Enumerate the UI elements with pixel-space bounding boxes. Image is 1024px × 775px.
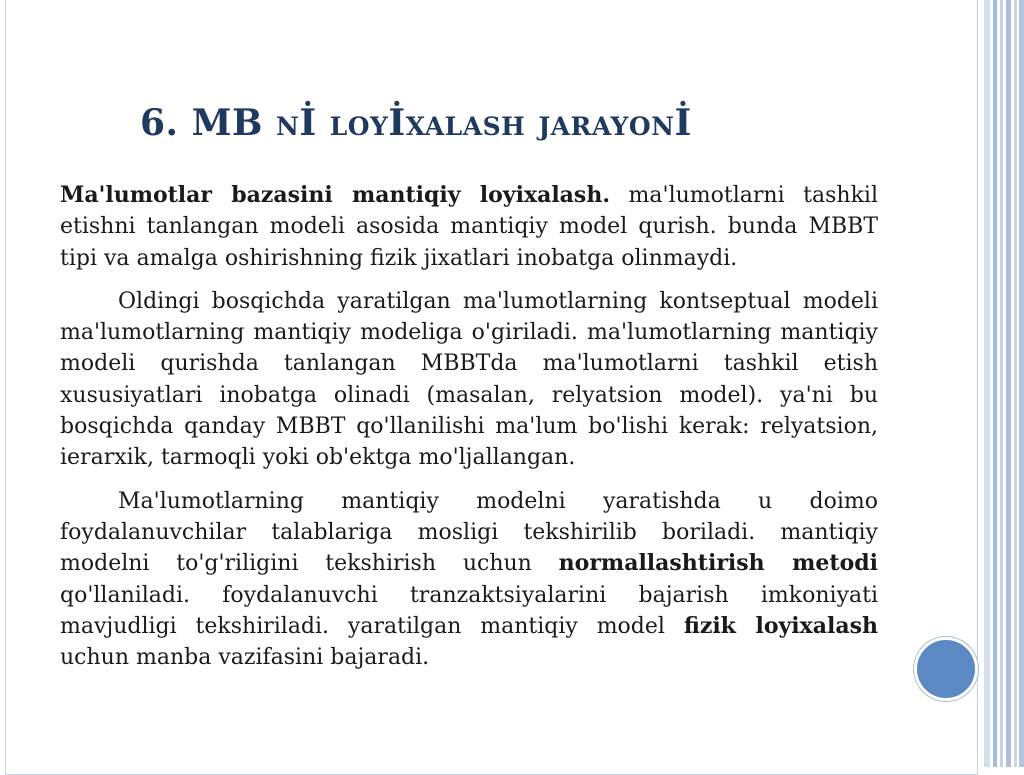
paragraph-1-lead: Ma'lumotlar bazasini mantiqiy loyixalash. <box>60 182 610 208</box>
stripe <box>1000 0 1003 767</box>
slide-body <box>60 180 878 685</box>
paragraph-3-bold-2: fizik loyixalash <box>683 612 878 639</box>
paragraph-3-text-2: qo'llaniladi. foydalanuvchi tranzaktsiyalarini bajarish imkoniyati mavjudligi tekshiriladi. yaratilgan mantiqiy model <box>60 582 878 639</box>
paragraph-3 <box>60 486 878 674</box>
decorative-circle <box>914 637 978 701</box>
slide-title <box>140 102 900 144</box>
paragraph-3-text-3: uchun manba vazifasini bajaradi. <box>60 645 430 671</box>
title-abbr: MB <box>191 102 263 144</box>
stripe <box>984 0 990 767</box>
title-number: 6. <box>140 102 179 144</box>
title-rest: nİ loyİxalash jarayonİ <box>275 102 692 144</box>
paragraph-2-text: Oldingi bosqichda yaratilgan ma'lumotlarning kontseptual modeli ma'lumotlarning mantiqiy modeliga o'giriladi. ma'lumotlarning mantiqiy modeli qurishda tanlangan MBBTda ma'lumotlarni tashkil etish xususiyatlari inobatga olinadi (masalan, relyatsion model). ya'ni bu bosqichda qanday MBBT qo'llanilishi ma'lum bo'lishi kerak: relyatsion, ierarxik, tarmoqli yoki ob'ektga mo'ljallangan. <box>60 288 878 471</box>
stripe <box>993 0 997 767</box>
stripe <box>1006 0 1011 767</box>
paragraph-3-bold-1: normallashtirish metodi <box>558 550 878 577</box>
decorative-stripes <box>984 0 1024 767</box>
stripe <box>1019 0 1024 767</box>
paragraph-3-text-1: Ma'lumotlarning mantiqiy modelni yaratishda u doimo foydalanuvchilar talablariga mosligi tekshirilib boriladi. mantiqiy modelni to'g'riligini tekshirish uchun <box>60 488 878 577</box>
stripe <box>1014 0 1017 767</box>
paragraph-1-text: ma'lumotlarni tashkil etishni tanlangan modeli asosida mantiqiy model qurish. bunda MBBT tipi va amalga oshirishning fizik jixatlari inobatga olinmaydi. <box>60 183 878 271</box>
paragraph-2 <box>60 286 878 474</box>
paragraph-1 <box>60 180 878 274</box>
